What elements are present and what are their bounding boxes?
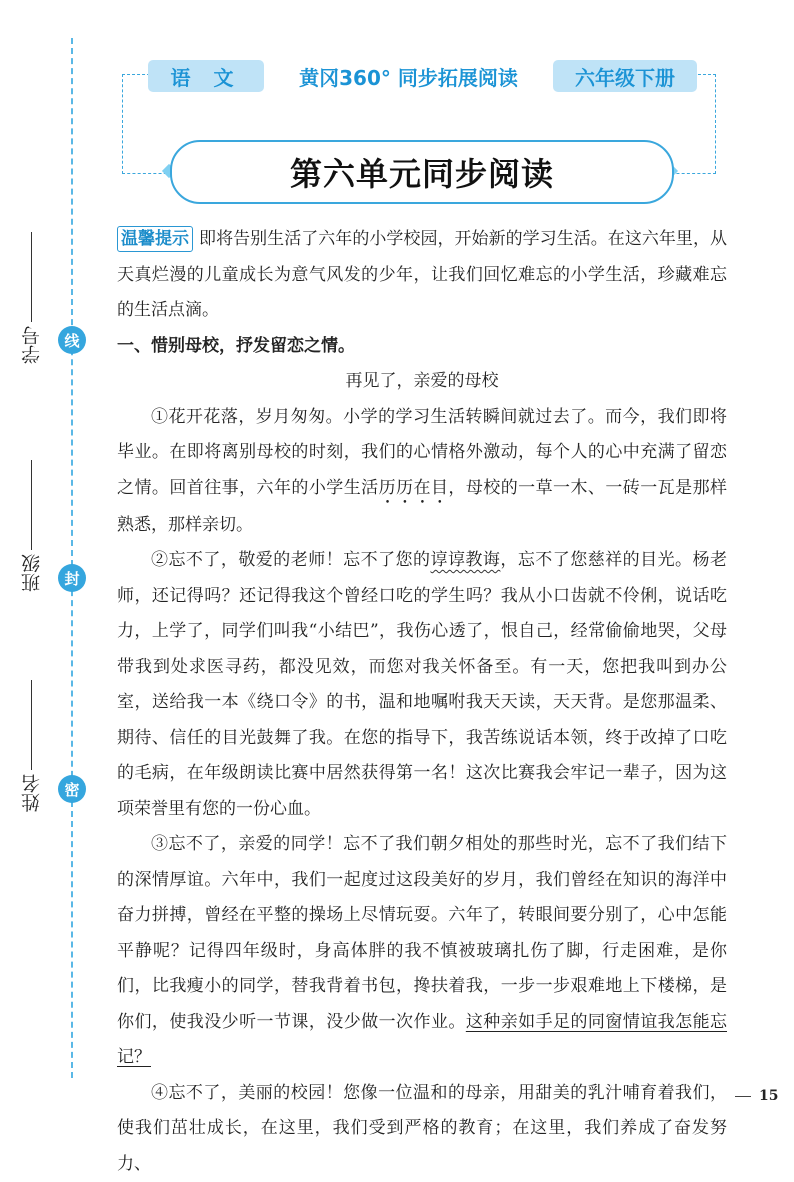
tip-text: 即将告别生活了六年的小学校园，开始新的学习生活。在这六年里，从天真烂漫的儿童成长为意气风发的少年，让我们回忆难忘的小学生活，珍藏难忘的生活点滴。 [117,229,727,320]
student-id-blank[interactable] [31,232,32,322]
p2-text-a: ②忘不了，敬爱的老师！忘不了您的 [151,550,431,570]
class-field[interactable] [16,460,46,592]
name-blank[interactable] [31,680,32,770]
section-heading: 一、惜别母校，抒发留恋之情。 [117,329,727,365]
article-title: 再见了，亲爱的母校 [117,364,727,400]
tip-paragraph [117,222,727,329]
seal-line-mark: 线 [58,326,86,354]
p3-underlined-sentence[interactable]: 这种亲如手足的同窗情谊我怎能忘记？ [117,1012,727,1068]
seal-seal-mark: 封 [58,564,86,592]
unit-title: 第六单元同步阅读 [290,149,554,195]
p2-wavy-phrase[interactable]: 谆谆教诲 [431,550,501,570]
student-id-label: 学号 [18,326,45,364]
student-id-field[interactable] [16,232,46,364]
article-paragraph-4: ④忘不了，美丽的校园！您像一位温和的母亲，用甜美的乳汁哺育着我们，使我们茁壮成长，在这里，我们受到严格的教育；在这里，我们养成了奋发努力、 [117,1076,727,1182]
name-field[interactable] [16,680,46,812]
p2-text-c: ，忘不了您慈祥的目光。杨老师，还记得吗？还记得我这个曾经口吃的学生吗？我从小口齿就不伶俐，说话吃力，上学了，同学们叫我“小结巴”，我伤心透了，恨自己，经常偷偷地哭，父母带我到处求医寻药，都没见效，而您对我关怀备至。有一天，您把我叫到办公室，送给我一本《绕口令》的书，温和地嘱咐我天天读，天天背。是您那温柔、期待、信任的目光鼓舞了我。在您的指导下，我苦练说话本领，终于改掉了口吃的毛病，在年级朗读比赛中居然获得第一名！这次比赛我会牢记一辈子，因为这项荣誉里有您的一份心血。 [117,550,727,819]
reading-content [117,222,727,1182]
article-paragraph-3 [117,827,727,1076]
header-frame-right [715,74,716,174]
p1-text-a: ①花开花落，岁月匆匆。小学的学习生活转瞬间就过去了。而今，我们即将毕业。在即将离别母校的时刻，我们的心情格外激动，每个人的心中充满了留恋之情。回首往事，六年的小学生活 [117,407,727,498]
page-number: 15 [735,1088,778,1104]
class-blank[interactable] [31,460,32,550]
p1-dotted-phrase[interactable]: 历历在目 [379,478,449,498]
unit-title-box [170,140,674,204]
header-frame-left [122,74,123,174]
seal-secret-mark: 密 [58,775,86,803]
p3-text-a: ③忘不了，亲爱的同学！忘不了我们朝夕相处的那些时光，忘不了我们结下的深情厚谊。六年中，我们一起度过这段美好的岁月，我们曾经在知识的海洋中奋力拼搏，曾经在平整的操场上尽情玩耍。六年了，转眼间要分别了，心中怎能平静呢？记得四年级时，身高体胖的我不慎被玻璃扎伤了脚，行走困难，是你们，比我瘦小的同学，替我背着书包，搀扶着我，一步一步艰难地上下楼梯，是你们，使我没少听一节课，没少做一次作业。 [117,834,727,1032]
name-label: 姓名 [18,774,45,812]
p1-text-c: ，母校的一草一木、一砖一瓦是那样熟悉，那样亲切。 [117,478,727,535]
grade-badge: 六年级下册 [553,60,697,92]
tip-badge: 温馨提示 [117,226,193,252]
article-paragraph-1 [117,400,727,544]
binding-dashed-line [71,38,73,1078]
subject-badge: 语 文 [148,60,264,92]
series-title: 黄冈360° 同步拓展阅读 [264,60,553,92]
class-label: 班级 [18,554,45,592]
article-paragraph-2 [117,543,727,827]
